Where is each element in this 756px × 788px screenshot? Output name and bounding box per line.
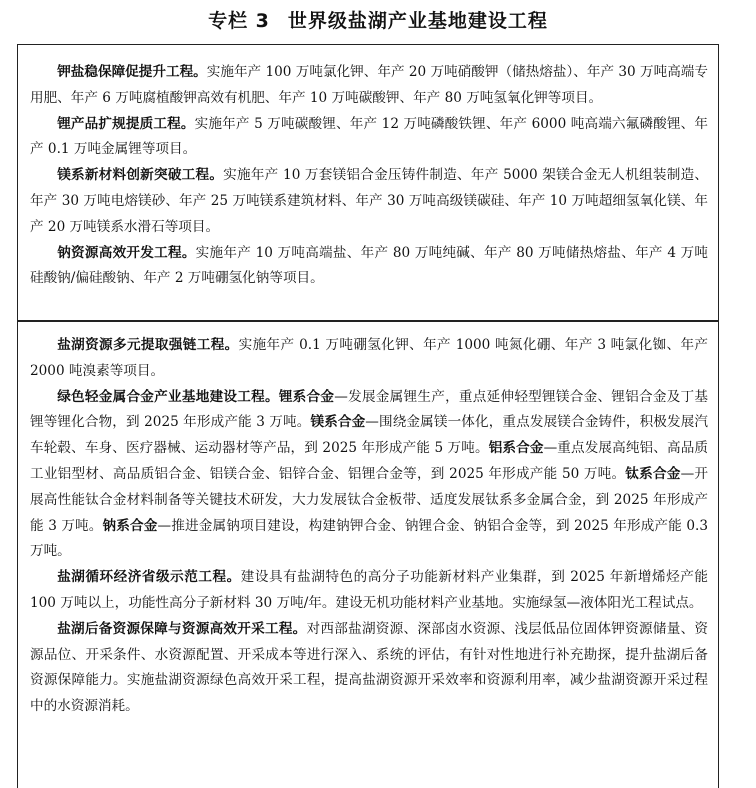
paragraph-reserve-resources <box>30 617 708 720</box>
text-reserve-resources: 对西部盐湖资源、深部卤水资源、浅层低品位固体钾资源储量、资源品位、开采条件、水资源配置、开采成本等进行深入、系统的评估，有针对性地进行补充勘探，提升盐湖后备资源保障能力。实施盐湖资源绿色高效开采工程，提高盐湖资源开采效率和资源利用率，减少盐湖资源开采过程中的水资源消耗。 <box>30 620 709 715</box>
text-potash: 实施年产 100 万吨氯化钾、年产 20 万吨硝酸钾（储热熔盐）、年产 30 万吨高端专用肥、年产 6 万吨腐植酸钾高效有机肥、年产 10 万吨碳酸钾、年产 80 万吨氢氧化钾等项目。 <box>30 64 708 106</box>
text-magnesium: 实施年产 10 万套镁铝合金压铸件制造、年产 5000 架镁合金无人机组装制造、年产 30 万吨电熔镁砂、年产 25 万吨镁系建筑材料、年产 30 万吨高级镁碳硅、年产 10 万吨超细氢氧化镁、年产 20 万吨镁系水滑石等项目。 <box>30 167 708 235</box>
heading-titanium-alloy: 钛系合金 <box>625 465 681 482</box>
heading-lithium: 锂产品扩规提质工程。 <box>57 115 195 132</box>
heading-magnesium: 镁系新材料创新突破工程。 <box>57 167 224 184</box>
paragraph-lithium <box>30 112 708 164</box>
text-sodium-alloy: —推进金属钠项目建设，构建钠钾合金、钠锂合金、钠铝合金等，到 2025 年形成产能 0.3 万吨。 <box>30 517 709 560</box>
column-label: 专栏 3 <box>208 10 270 32</box>
page-title <box>0 7 756 35</box>
text-lithium: 实施年产 5 万吨碳酸锂、年产 12 万吨磷酸铁锂、年产 6000 吨高端六氟磷酸锂、年产 0.1 万吨金属锂等项目。 <box>30 115 709 158</box>
text-multi-extraction: 实施年产 0.1 万吨硼氢化钾、年产 1000 吨氮化硼、年产 3 吨氯化铷、年产 2000 吨溴素等项目。 <box>30 337 708 379</box>
heading-sodium: 钠资源高效开发工程。 <box>57 244 196 261</box>
text-magnesium-alloy: —围绕金属镁一体化，重点发展镁合金铸件，积极发展汽车轮毂、车身、医疗器械、运动器材等产品，到 2025 年形成产能 5 万吨。 <box>30 414 709 457</box>
heading-aluminum-alloy: 铝系合金 <box>488 440 544 457</box>
heading-potash: 钾盐稳保障促提升工程。 <box>57 64 207 80</box>
heading-reserve-resources: 盐湖后备资源保障与资源高效开采工程。 <box>57 620 307 637</box>
paragraph-alloy-base <box>30 385 708 566</box>
column-title: 世界级盐湖产业基地建设工程 <box>287 10 548 32</box>
content-box-bottom <box>17 321 719 788</box>
paragraph-multi-extraction <box>30 333 708 385</box>
text-aluminum-alloy: —重点发展高纯铝、高品质工业铝型材、高品质铝合金、铝镁合金、铝锌合金、铝锂合金等，到 2025 年形成产能 50 万吨。 <box>30 440 709 482</box>
text-sodium: 实施年产 10 万吨高端盐、年产 80 万吨纯碱、年产 80 万吨储热熔盐、年产 4 万吨硅酸钠/偏硅酸钠、年产 2 万吨硼氢化钠等项目。 <box>30 244 709 287</box>
heading-alloy-base: 绿色轻金属合金产业基地建设工程。 <box>57 388 279 405</box>
heading-multi-extraction: 盐湖资源多元提取强链工程。 <box>57 337 239 353</box>
paragraph-circular-economy <box>30 565 708 617</box>
paragraph-potash <box>30 60 708 112</box>
paragraph-sodium <box>30 241 708 293</box>
heading-magnesium-alloy: 镁系合金 <box>310 414 366 431</box>
text-circular-economy: 建设具有盐湖特色的高分子功能新材料产业集群，到 2025 年新增烯烃产能 100 万吨以上，功能性高分子新材料 30 万吨/年。建设无机功能材料产业基地。实施绿氢—液体阳光工程试点。 <box>30 569 708 611</box>
heading-circular-economy: 盐湖循环经济省级示范工程。 <box>57 569 241 586</box>
text-titanium-alloy: —开展高性能钛合金材料制备等关键技术研发，大力发展钛合金板带、适度发展钛系多金属合金，到 2025 年形成产能 3 万吨。 <box>30 465 709 534</box>
content-box-top <box>17 44 719 321</box>
heading-sodium-alloy: 钠系合金 <box>102 517 158 534</box>
text-lithium-alloy: —发展金属锂生产，重点延伸轻型锂镁合金、锂铝合金及丁基锂等锂化合物，到 2025 年形成产能 3 万吨。 <box>30 388 709 431</box>
paragraph-magnesium <box>30 163 708 240</box>
heading-lithium-alloy: 锂系合金 <box>278 388 335 405</box>
